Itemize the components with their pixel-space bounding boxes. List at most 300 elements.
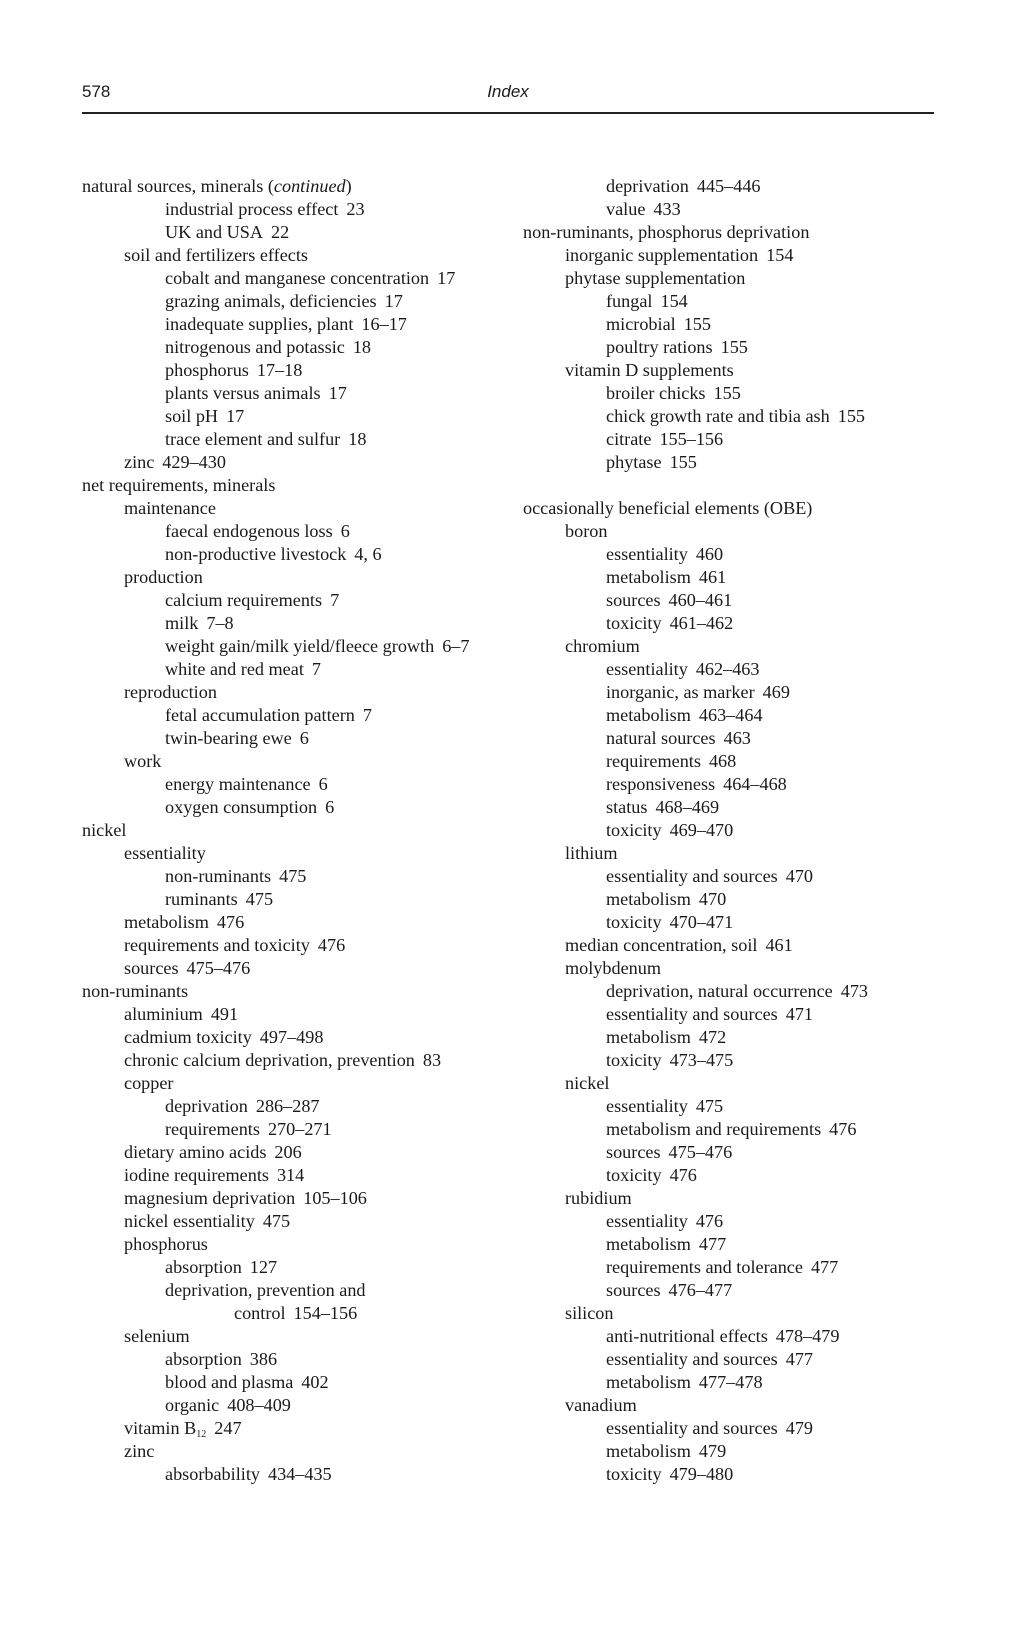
index-subentry xyxy=(82,497,522,520)
index-subsubentry xyxy=(523,1348,963,1371)
index-term: chick growth rate and tibia ash xyxy=(606,406,830,426)
index-term: chromium xyxy=(565,636,640,656)
page-locator: 433 xyxy=(653,199,681,219)
page-locator: 155 xyxy=(669,452,697,472)
index-subsubentry xyxy=(523,681,963,704)
page-locator: 469 xyxy=(762,682,790,702)
page-locator: 471 xyxy=(785,1004,814,1024)
page-locator: 155 xyxy=(720,337,748,357)
index-term: metabolism xyxy=(606,1027,691,1047)
index-term: zinc xyxy=(124,452,155,472)
page-locator: 7 xyxy=(311,659,321,679)
index-term: fungal xyxy=(606,291,653,311)
page-locator: 6 xyxy=(325,797,335,817)
index-subsubentry xyxy=(523,1371,963,1394)
index-term: zinc xyxy=(124,1441,155,1461)
index-subentry xyxy=(82,1233,522,1256)
index-term: absorbability xyxy=(165,1464,260,1484)
index-term: essentiality and sources xyxy=(606,866,778,886)
index-term: citrate xyxy=(606,429,652,449)
index-subsubentry xyxy=(82,336,522,359)
index-heading xyxy=(82,175,522,198)
index-subentry xyxy=(82,842,522,865)
index-term: ruminants xyxy=(165,889,238,909)
index-subsubentry xyxy=(82,290,522,313)
index-term: status xyxy=(606,797,648,817)
index-term: fetal accumulation pattern xyxy=(165,705,355,725)
page-locator: 479 xyxy=(698,1441,727,1461)
index-term: phosphorus xyxy=(124,1234,208,1254)
index-subsubentry xyxy=(523,290,963,313)
index-term: calcium requirements xyxy=(165,590,323,610)
index-heading xyxy=(82,474,522,497)
page-locator: 386 xyxy=(249,1349,278,1369)
index-term: toxicity xyxy=(606,820,662,840)
index-term: toxicity xyxy=(606,1050,662,1070)
index-subsubentry xyxy=(82,658,522,681)
index-term: selenium xyxy=(124,1326,190,1346)
page-locator: 478–479 xyxy=(775,1326,840,1346)
page-locator: 154 xyxy=(766,245,794,265)
index-term: toxicity xyxy=(606,912,662,932)
index-term: copper xyxy=(124,1073,174,1093)
page-locator: 475 xyxy=(279,866,307,886)
page-locator: 314 xyxy=(276,1165,305,1185)
index-subsubentry xyxy=(523,428,963,451)
index-term: inorganic, as marker xyxy=(606,682,755,702)
index-subsubentry xyxy=(523,313,963,336)
page-locator: 83 xyxy=(422,1050,442,1070)
index-term: inadequate supplies, plant xyxy=(165,314,354,334)
index-subsubentry xyxy=(523,405,963,428)
index-subsubentry xyxy=(523,589,963,612)
index-term: control xyxy=(234,1303,286,1323)
index-column-right xyxy=(523,175,963,1486)
index-subentry xyxy=(523,934,963,957)
page-locator: 17 xyxy=(226,406,245,426)
page-locator: 155 xyxy=(837,406,866,426)
index-subsubentry xyxy=(82,405,522,428)
page-locator: 479 xyxy=(785,1418,814,1438)
index-term: occasionally beneficial elements (OBE) xyxy=(523,498,813,518)
index-subentry xyxy=(82,1072,522,1095)
index-term: toxicity xyxy=(606,1464,662,1484)
page-locator: 445–446 xyxy=(696,176,761,196)
index-term: requirements xyxy=(165,1119,260,1139)
index-term: sources xyxy=(606,1142,661,1162)
page-locator: 155 xyxy=(683,314,711,334)
page-locator: 461 xyxy=(698,567,727,587)
index-term: toxicity xyxy=(606,613,662,633)
index-term: metabolism xyxy=(606,889,691,909)
page-locator: 18 xyxy=(348,429,367,449)
page-locator: 155 xyxy=(713,383,741,403)
page-locator: 429–430 xyxy=(162,452,226,472)
index-term: maintenance xyxy=(124,498,216,518)
page-locator: 17 xyxy=(384,291,403,311)
page-locator: 17 xyxy=(437,268,456,288)
page-locator: 17–18 xyxy=(256,360,303,380)
index-term: trace element and sulfur xyxy=(165,429,341,449)
index-term: silicon xyxy=(565,1303,614,1323)
index-term: reproduction xyxy=(124,682,217,702)
index-subsubentry xyxy=(523,543,963,566)
page-locator: 473–475 xyxy=(669,1050,734,1070)
index-subsubentry xyxy=(82,1463,522,1486)
page-locator: 475 xyxy=(245,889,274,909)
page-locator: 23 xyxy=(346,199,365,219)
index-subsubentry xyxy=(523,1325,963,1348)
page-locator: 468 xyxy=(708,751,737,771)
page-locator: 270–271 xyxy=(267,1119,332,1139)
page-locator: 476 xyxy=(695,1211,724,1231)
page-locator: 18 xyxy=(352,337,372,357)
index-term: soil and fertilizers effects xyxy=(124,245,308,265)
index-subsubentry xyxy=(82,773,522,796)
index-subsubentry xyxy=(523,1256,963,1279)
index-subsubentry xyxy=(523,727,963,750)
page-locator: 475–476 xyxy=(668,1142,733,1162)
index-term: faecal endogenous loss xyxy=(165,521,333,541)
index-term: milk xyxy=(165,613,199,633)
index-term: absorption xyxy=(165,1257,242,1277)
index-term: organic xyxy=(165,1395,220,1415)
page-locator: 472 xyxy=(698,1027,727,1047)
page-locator: 476 xyxy=(669,1165,697,1185)
index-subentry xyxy=(82,1141,522,1164)
index-subsubentry xyxy=(523,1095,963,1118)
index-term: metabolism and requirements xyxy=(606,1119,822,1139)
page-locator: 470–471 xyxy=(669,912,734,932)
running-header xyxy=(82,78,934,114)
index-subsubentry xyxy=(82,612,522,635)
index-term: natural sources xyxy=(606,728,716,748)
index-subsubentry xyxy=(523,1279,963,1302)
index-subsubentry xyxy=(523,911,963,934)
index-term: essentiality xyxy=(606,659,688,679)
index-term: microbial xyxy=(606,314,676,334)
index-subsubentry xyxy=(82,1348,522,1371)
index-subsubentry xyxy=(523,336,963,359)
page-locator: 463 xyxy=(723,728,751,748)
running-title: Index xyxy=(487,82,529,101)
index-subentry xyxy=(523,1302,963,1325)
index-term: toxicity xyxy=(606,1165,662,1185)
index-subentry xyxy=(82,1325,522,1348)
index-term: essentiality and sources xyxy=(606,1418,778,1438)
index-subsubentry xyxy=(523,1233,963,1256)
page-locator: 105–106 xyxy=(303,1188,367,1208)
index-term: phytase supplementation xyxy=(565,268,746,288)
index-term: metabolism xyxy=(606,1372,691,1392)
index-term: essentiality xyxy=(606,1211,688,1231)
page-locator: 464–468 xyxy=(723,774,787,794)
index-subentry xyxy=(523,359,963,382)
index-term: non-ruminants xyxy=(82,981,189,1001)
index-term: non-ruminants, phosphorus deprivation xyxy=(523,222,810,242)
page-locator: 4, 6 xyxy=(354,544,382,564)
page-locator: 6 xyxy=(340,521,350,541)
index-term: metabolism xyxy=(606,1441,691,1461)
index-term: UK and USA xyxy=(165,222,264,242)
page-locator: 479–480 xyxy=(669,1464,734,1484)
index-subentry xyxy=(82,1417,522,1440)
index-term: essentiality and sources xyxy=(606,1004,778,1024)
page-locator: 461–462 xyxy=(669,613,734,633)
section-gap xyxy=(523,474,963,497)
page-locator: 16–17 xyxy=(361,314,407,334)
page-locator: 461 xyxy=(765,935,793,955)
index-subsubentry xyxy=(523,750,963,773)
index-term: vitamin B xyxy=(124,1418,197,1438)
page-locator: 6–7 xyxy=(442,636,470,656)
index-term: deprivation xyxy=(165,1096,248,1116)
page-locator: 473 xyxy=(840,981,869,1001)
index-term: molybdenum xyxy=(565,958,661,978)
index-subsubentry xyxy=(523,1463,963,1486)
index-term: twin-bearing ewe xyxy=(165,728,292,748)
page-locator: 7 xyxy=(362,705,372,725)
index-subsubentry xyxy=(82,428,522,451)
index-term: non-productive livestock xyxy=(165,544,347,564)
page-locator: 7–8 xyxy=(206,613,234,633)
page-locator: 477 xyxy=(810,1257,839,1277)
index-term: industrial process effect xyxy=(165,199,339,219)
page-locator: 491 xyxy=(210,1004,239,1024)
page-locator: 476 xyxy=(216,912,245,932)
index-subsubentry xyxy=(82,1394,522,1417)
index-subsubentry xyxy=(523,819,963,842)
index-term: energy maintenance xyxy=(165,774,311,794)
index-term: sources xyxy=(124,958,179,978)
index-subsubentry xyxy=(82,589,522,612)
index-subsubentry xyxy=(523,1003,963,1026)
index-subsubentry xyxy=(82,1118,522,1141)
index-term: deprivation, prevention and xyxy=(165,1280,366,1300)
index-subsubentry xyxy=(523,382,963,405)
page-locator: 434–435 xyxy=(267,1464,332,1484)
index-term: metabolism xyxy=(606,705,691,725)
index-term: vitamin D supplements xyxy=(565,360,734,380)
page-locator: 463–464 xyxy=(698,705,763,725)
page-locator: 22 xyxy=(271,222,290,242)
index-subentry xyxy=(523,957,963,980)
index-term: requirements and toxicity xyxy=(124,935,310,955)
page-locator: 476 xyxy=(829,1119,857,1139)
index-subsubentry xyxy=(523,773,963,796)
index-subsubentry xyxy=(523,865,963,888)
index-subsubentry xyxy=(82,359,522,382)
index-term: essentiality and sources xyxy=(606,1349,778,1369)
index-term: essentiality xyxy=(606,544,688,564)
index-subsubentry xyxy=(82,267,522,290)
index-subsubentry xyxy=(82,888,522,911)
index-subsubentry xyxy=(82,543,522,566)
index-term: rubidium xyxy=(565,1188,632,1208)
index-term: broiler chicks xyxy=(606,383,706,403)
index-term: production xyxy=(124,567,203,587)
index-subentry xyxy=(82,451,522,474)
page-locator: 469–470 xyxy=(669,820,734,840)
index-term: metabolism xyxy=(124,912,209,932)
index-subsubentry xyxy=(82,1371,522,1394)
index-subsubentry xyxy=(523,198,963,221)
index-subentry xyxy=(523,1394,963,1417)
index-term: poultry rations xyxy=(606,337,713,357)
page-locator: 476 xyxy=(317,935,346,955)
page-locator: 468–469 xyxy=(655,797,720,817)
index-subentry xyxy=(523,244,963,267)
page-locator: 154–156 xyxy=(293,1303,358,1323)
page-locator: 470 xyxy=(698,889,727,909)
page-locator: 462–463 xyxy=(695,659,760,679)
index-subsubentry xyxy=(82,520,522,543)
index-term: oxygen consumption xyxy=(165,797,318,817)
index-subsubentry xyxy=(82,1095,522,1118)
index-term: metabolism xyxy=(606,1234,691,1254)
index-subsubentry xyxy=(523,1118,963,1141)
index-term: net requirements, minerals xyxy=(82,475,276,495)
page-locator: 7 xyxy=(330,590,340,610)
index-subsubentry xyxy=(82,221,522,244)
index-subsubentry xyxy=(523,1210,963,1233)
index-subentry xyxy=(82,750,522,773)
index-term: deprivation, natural occurrence xyxy=(606,981,833,1001)
index-subsubentry xyxy=(82,727,522,750)
index-subentry xyxy=(82,1440,522,1463)
page-locator: 460–461 xyxy=(668,590,733,610)
index-subsubentry xyxy=(523,175,963,198)
index-term: value xyxy=(606,199,646,219)
page-locator: 475–476 xyxy=(186,958,251,978)
page-locator: 286–287 xyxy=(255,1096,320,1116)
index-term: cadmium toxicity xyxy=(124,1027,252,1047)
index-subentry xyxy=(82,911,522,934)
index-term: anti-nutritional effects xyxy=(606,1326,768,1346)
index-heading xyxy=(523,221,963,244)
index-term: absorption xyxy=(165,1349,242,1369)
index-subentry xyxy=(82,1164,522,1187)
index-subsubentry xyxy=(82,1279,522,1302)
index-term: nitrogenous and potassic xyxy=(165,337,345,357)
index-subentry xyxy=(82,1003,522,1026)
index-subentry xyxy=(82,1026,522,1049)
index-subsubentry xyxy=(523,980,963,1003)
index-subentry xyxy=(523,635,963,658)
index-subentry xyxy=(82,934,522,957)
page-locator: 408–409 xyxy=(227,1395,291,1415)
index-subentry xyxy=(523,267,963,290)
index-term-italic: continued xyxy=(273,176,346,196)
index-subsubentry xyxy=(523,1141,963,1164)
page-locator: 6 xyxy=(318,774,328,794)
index-subentry xyxy=(82,244,522,267)
index-term: blood and plasma xyxy=(165,1372,294,1392)
index-term: natural sources, minerals ( xyxy=(82,176,274,196)
index-term: boron xyxy=(565,521,608,541)
index-subsubentry xyxy=(82,198,522,221)
index-term-suffix: ) xyxy=(345,176,352,196)
index-heading xyxy=(82,980,522,1003)
page-locator: 402 xyxy=(301,1372,329,1392)
index-column-left xyxy=(82,175,522,1486)
page-locator: 477–478 xyxy=(698,1372,763,1392)
index-subsubentry xyxy=(523,1026,963,1049)
index-subsubentry xyxy=(82,382,522,405)
index-term: dietary amino acids xyxy=(124,1142,267,1162)
page-locator: 154 xyxy=(660,291,688,311)
index-term: inorganic supplementation xyxy=(565,245,759,265)
page-locator: 497–498 xyxy=(259,1027,324,1047)
index-subsubentry xyxy=(82,865,522,888)
index-term-subscript: 12 xyxy=(196,1429,207,1440)
index-subentry xyxy=(82,1049,522,1072)
index-term: phosphorus xyxy=(165,360,249,380)
index-term: chronic calcium deprivation, prevention xyxy=(124,1050,415,1070)
index-subsubentry xyxy=(523,1417,963,1440)
index-term: requirements and tolerance xyxy=(606,1257,803,1277)
page-locator: 475 xyxy=(262,1211,291,1231)
page-locator: 470 xyxy=(785,866,814,886)
index-term: sources xyxy=(606,590,661,610)
page-locator: 17 xyxy=(328,383,347,403)
index-term: plants versus animals xyxy=(165,383,321,403)
index-subsubentry xyxy=(82,313,522,336)
index-subsubentry xyxy=(82,704,522,727)
index-term: requirements xyxy=(606,751,701,771)
index-subentry xyxy=(82,957,522,980)
page-locator: 477 xyxy=(785,1349,814,1369)
index-subsubentry xyxy=(82,635,522,658)
index-subentry xyxy=(82,566,522,589)
index-subsubentry xyxy=(82,796,522,819)
index-term: white and red meat xyxy=(165,659,304,679)
index-subsubentry xyxy=(523,658,963,681)
page-locator: 127 xyxy=(249,1257,278,1277)
index-term: essentiality xyxy=(606,1096,688,1116)
index-term: essentiality xyxy=(124,843,206,863)
index-subsubentry xyxy=(523,1440,963,1463)
index-term: responsiveness xyxy=(606,774,716,794)
page-locator: 247 xyxy=(214,1418,242,1438)
index-term: metabolism xyxy=(606,567,691,587)
index-subsubentry xyxy=(523,612,963,635)
page-locator: 475 xyxy=(695,1096,724,1116)
index-term: median concentration, soil xyxy=(565,935,758,955)
page-locator: 477 xyxy=(698,1234,727,1254)
index-term: lithium xyxy=(565,843,618,863)
index-term: deprivation xyxy=(606,176,689,196)
index-subentry xyxy=(82,1187,522,1210)
index-term: nickel xyxy=(82,820,127,840)
index-term: grazing animals, deficiencies xyxy=(165,291,377,311)
index-heading xyxy=(523,497,963,520)
index-subsubentry xyxy=(523,451,963,474)
index-term: work xyxy=(124,751,162,771)
index-subsubentry xyxy=(523,1049,963,1072)
index-term: soil pH xyxy=(165,406,219,426)
index-subsubentry xyxy=(523,888,963,911)
page-locator: 206 xyxy=(274,1142,302,1162)
page-locator: 476–477 xyxy=(668,1280,733,1300)
index-subsubentry xyxy=(523,566,963,589)
index-term: sources xyxy=(606,1280,661,1300)
index-subentry xyxy=(523,1187,963,1210)
index-term: vanadium xyxy=(565,1395,637,1415)
index-subentry xyxy=(523,842,963,865)
index-subentry xyxy=(82,1210,522,1233)
index-subsubentry xyxy=(523,704,963,727)
